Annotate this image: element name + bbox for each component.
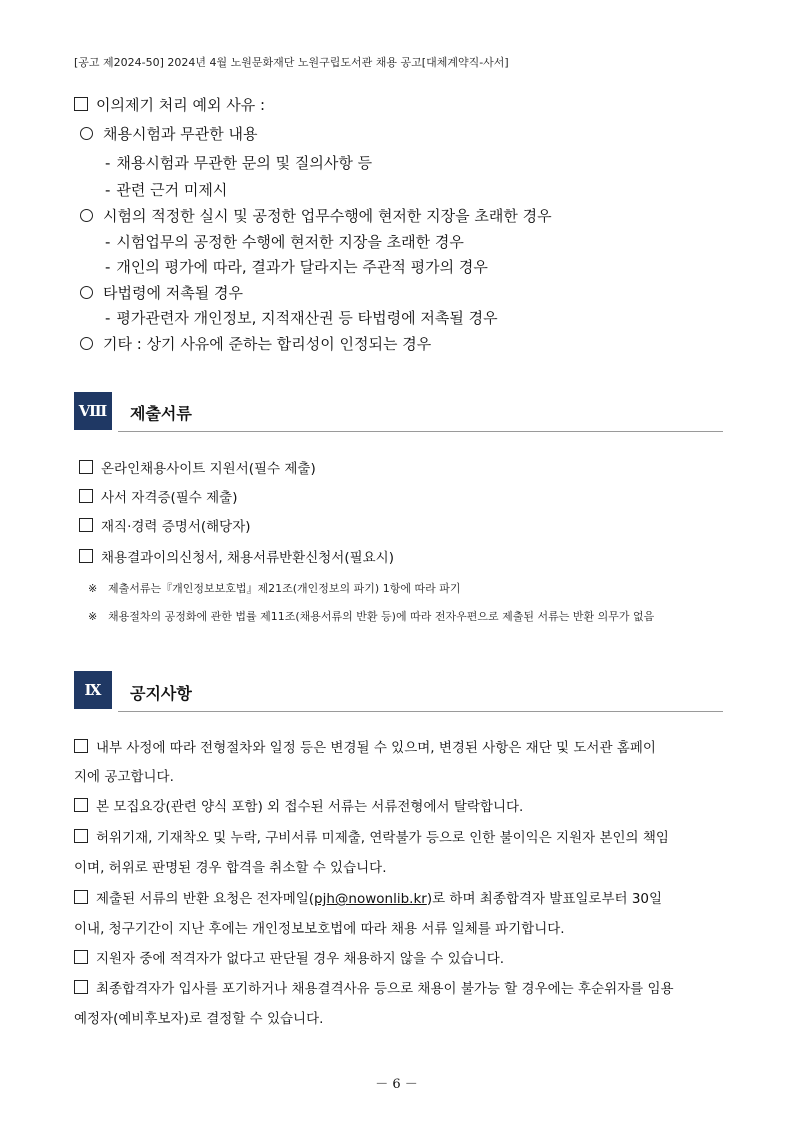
objection-subitem: - 채용시험과 무관한 문의 및 질의사항 등 <box>105 154 373 172</box>
objection-item: 타법령에 저촉될 경우 <box>80 282 243 303</box>
checkbox-square-icon <box>74 890 88 904</box>
objection-title <box>74 94 265 115</box>
checkbox-square-icon <box>74 980 88 994</box>
section-title: 제출서류 <box>130 404 192 423</box>
document-header: [공고 제2024-50] 2024년 4월 노원문화재단 노원구립도서관 채용 공고[대체계약직-사서] <box>74 56 509 69</box>
notice-item: 최종합격자가 입사를 포기하거나 채용결격사유 등으로 채용이 불가능 할 경우에는 후순위자를 임용 <box>74 977 674 997</box>
notice-item: 제출된 서류의 반환 요청은 전자메일(pjh@nowonlib.kr)로 하며 최종합격자 발표일로부터 30일 <box>74 887 662 907</box>
section-number-badge: Ⅸ <box>74 671 112 709</box>
document-item: 채용결과이의신청서, 채용서류반환신청서(필요시) <box>79 546 394 566</box>
section-divider <box>118 431 723 432</box>
circle-bullet-icon <box>80 209 93 222</box>
notice-item-continuation: 이내, 청구기간이 지난 후에는 개인정보보호법에 따라 채용 서류 일체를 파기합니다. <box>74 921 565 937</box>
notice-item: 내부 사정에 따라 전형절차와 일정 등은 변경될 수 있으며, 변경된 사항은 재단 및 도서관 홈페이 <box>74 736 656 756</box>
section-number-badge: Ⅷ <box>74 392 112 430</box>
circle-bullet-icon <box>80 127 93 140</box>
circle-bullet-icon <box>80 337 93 350</box>
notice-item-continuation: 지에 공고합니다. <box>74 769 174 785</box>
checkbox-square-icon <box>79 549 93 563</box>
checkbox-square-icon <box>74 950 88 964</box>
objection-title-text: 이의제기 처리 예외 사유 : <box>96 96 266 114</box>
section-title: 공지사항 <box>130 684 192 703</box>
section-divider <box>118 711 723 712</box>
page-number: － 6 － <box>375 1077 418 1092</box>
note-mark: ※ <box>88 582 98 595</box>
note-mark: ※ <box>88 610 98 623</box>
objection-item: 시험의 적정한 실시 및 공정한 업무수행에 현저한 지장을 초래한 경우 <box>80 205 552 226</box>
checkbox-square-icon <box>79 489 93 503</box>
checkbox-square-icon <box>74 829 88 843</box>
objection-item: 기타 : 상기 사유에 준하는 합리성이 인정되는 경우 <box>80 333 431 354</box>
objection-subitem: - 평가관련자 개인정보, 지적재산권 등 타법령에 저촉될 경우 <box>105 309 498 327</box>
objection-subitem: - 개인의 평가에 따라, 결과가 달라지는 주관적 평가의 경우 <box>105 258 488 276</box>
objection-subitem: - 시험업무의 공정한 수행에 현저한 지장을 초래한 경우 <box>105 233 464 251</box>
document-item: 재직·경력 증명서(해당자) <box>79 515 251 535</box>
notice-item-continuation: 예정자(예비후보자)로 결정할 수 있습니다. <box>74 1011 324 1027</box>
checkbox-square-icon <box>74 798 88 812</box>
document-item: 온라인채용사이트 지원서(필수 제출) <box>79 457 316 477</box>
notice-item: 허위기재, 기재착오 및 누락, 구비서류 미제출, 연락불가 등으로 인한 불이익은 지원자 본인의 책임 <box>74 826 669 846</box>
checkbox-square-icon <box>79 518 93 532</box>
checkbox-square-icon <box>74 97 88 111</box>
objection-subitem: - 관련 근거 미제시 <box>105 181 228 199</box>
email-link[interactable]: pjh@nowonlib.kr <box>314 891 427 907</box>
note-item: ※ 채용절차의 공정화에 관한 법률 제11조(채용서류의 반환 등)에 따라 전자우편으로 제출된 서류는 반환 의무가 없음 <box>88 610 655 623</box>
notice-item-continuation: 이며, 허위로 판명된 경우 합격을 취소할 수 있습니다. <box>74 860 387 876</box>
checkbox-square-icon <box>74 739 88 753</box>
notice-item: 본 모집요강(관련 양식 포함) 외 접수된 서류는 서류전형에서 탈락합니다. <box>74 795 523 815</box>
note-item: ※ 제출서류는『개인정보보호법』제21조(개인정보의 파기) 1항에 따라 파기 <box>88 582 461 595</box>
circle-bullet-icon <box>80 286 93 299</box>
checkbox-square-icon <box>79 460 93 474</box>
objection-item: 채용시험과 무관한 내용 <box>80 123 257 144</box>
document-item: 사서 자격증(필수 제출) <box>79 486 238 506</box>
notice-item: 지원자 중에 적격자가 없다고 판단될 경우 채용하지 않을 수 있습니다. <box>74 947 504 967</box>
